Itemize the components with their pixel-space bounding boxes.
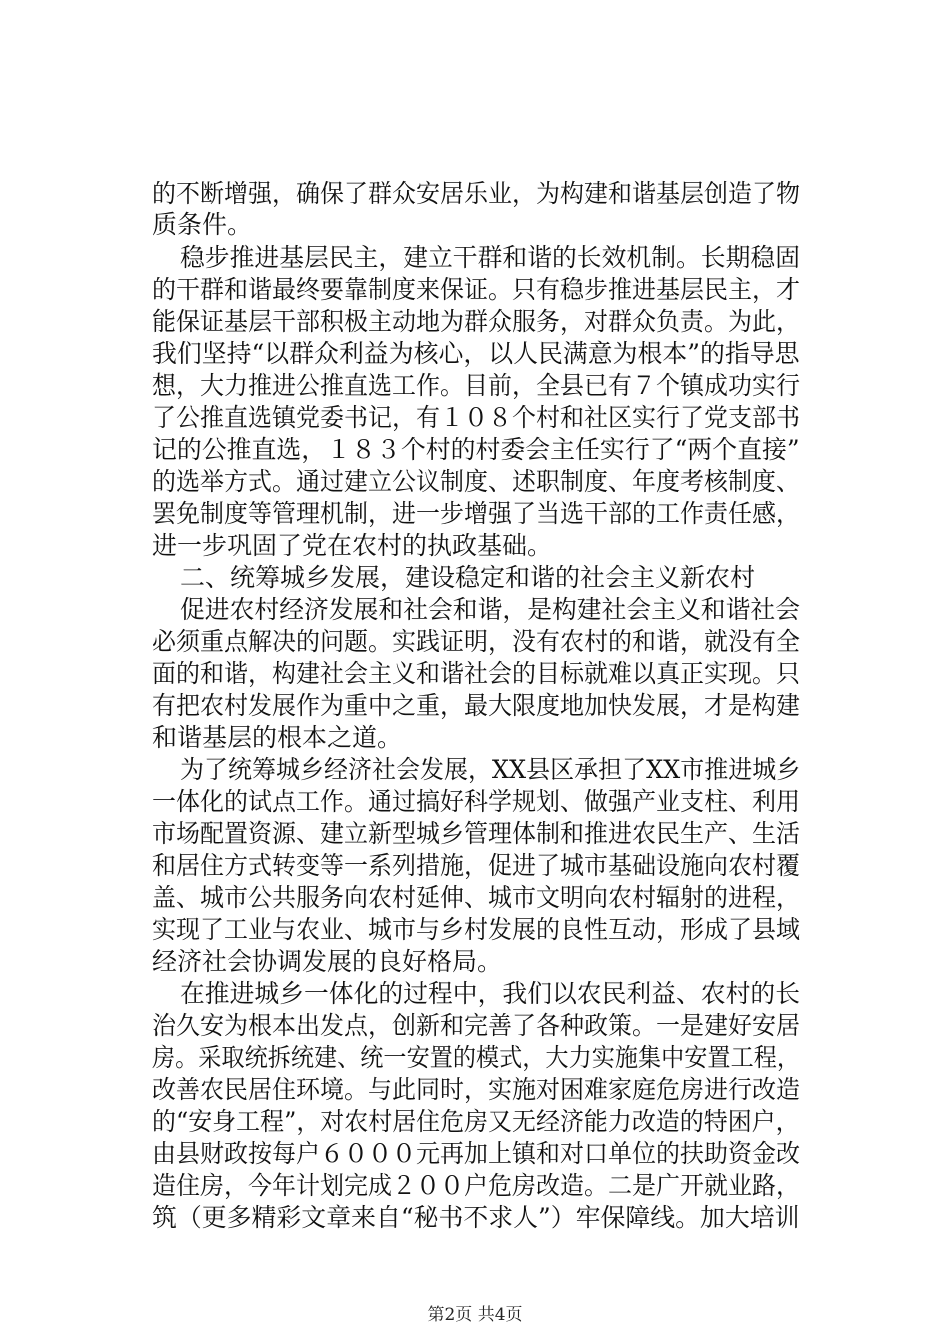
text-line: 进一步巩固了党在农村的执政基础。 <box>152 531 553 560</box>
text-line: 罢免制度等管理机制，进一步增强了当选干部的工作责任感， <box>152 499 801 528</box>
text-line: 实现了工业与农业、城市与乡村发展的良性互动，形成了县域 <box>152 915 801 944</box>
text-line: 面的和谐，构建社会主义和谐社会的目标就难以真正实现。只 <box>152 659 801 688</box>
text-line: 想，大力推进公推直选工作。目前，全县已有７个镇成功实行 <box>152 371 801 400</box>
text-line: 由县财政按每户６０００元再加上镇和对口单位的扶助资金改 <box>152 1139 801 1168</box>
text-line: 的干群和谐最终要靠制度来保证。只有稳步推进基层民主，才 <box>152 275 801 304</box>
text-line: 房。采取统拆统建、统一安置的模式，大力实施集中安置工程， <box>152 1043 801 1072</box>
text-line: 改善农民居住环境。与此同时，实施对困难家庭危房进行改造 <box>152 1075 801 1104</box>
text-line: 一体化的试点工作。通过搞好科学规划、做强产业支柱、利用 <box>152 787 801 816</box>
text-line: 造住房，今年计划完成２００户危房改造。二是广开就业路， <box>152 1171 801 1200</box>
text-line: 有把农村发展作为重中之重，最大限度地加快发展，才是构建 <box>152 691 801 720</box>
text-line: 和居住方式转变等一系列措施，促进了城市基础设施向农村覆 <box>152 851 801 880</box>
text-line: 盖、城市公共服务向农村延伸、城市文明向农村辐射的进程， <box>152 883 801 912</box>
text-line: 质条件。 <box>152 210 253 239</box>
text-line: 促进农村经济发展和社会和谐，是构建社会主义和谐社会 <box>180 595 801 624</box>
text-line: 在推进城乡一体化的过程中，我们以农民利益、农村的长 <box>180 979 801 1008</box>
text-line: 能保证基层干部积极主动地为群众服务，对群众负责。为此， <box>152 307 801 336</box>
text-line: 的不断增强，确保了群众安居乐业，为构建和谐基层创造了物 <box>152 179 801 208</box>
text-line: 市场配置资源、建立新型城乡管理体制和推进农民生产、生活 <box>152 819 801 848</box>
text-line: 的选举方式。通过建立公议制度、述职制度、年度考核制度、 <box>152 467 801 496</box>
text-line: 了公推直选镇党委书记，有１０８个村和社区实行了党支部书 <box>152 403 801 432</box>
text-line: 和谐基层的根本之道。 <box>152 723 403 752</box>
text-line: 筑（更多精彩文章来自“秘书不求人”）牢保障线。加大培训 <box>152 1203 800 1232</box>
section-heading: 二、统筹城乡发展，建设稳定和谐的社会主义新农村 <box>180 563 756 592</box>
text-line: 经济社会协调发展的良好格局。 <box>152 947 503 976</box>
text-line: 我们坚持“以群众利益为核心，以人民满意为根本”的指导思 <box>152 339 800 368</box>
page-footer: 第2页 共4页 <box>427 1305 523 1325</box>
text-line: 的“安身工程”，对农村居住危房又无经济能力改造的特困户， <box>152 1107 800 1136</box>
text-line: 必须重点解决的问题。实践证明，没有农村的和谐，就没有全 <box>152 627 801 656</box>
text-line: 为了统筹城乡经济社会发展，XX县区承担了XX市推进城乡 <box>180 755 801 784</box>
text-line: 稳步推进基层民主，建立干群和谐的长效机制。长期稳固 <box>180 243 801 272</box>
text-line: 治久安为根本出发点，创新和完善了各种政策。一是建好安居 <box>152 1011 801 1040</box>
text-line: 记的公推直选，１８３个村的村委会主任实行了“两个直接” <box>152 435 800 464</box>
